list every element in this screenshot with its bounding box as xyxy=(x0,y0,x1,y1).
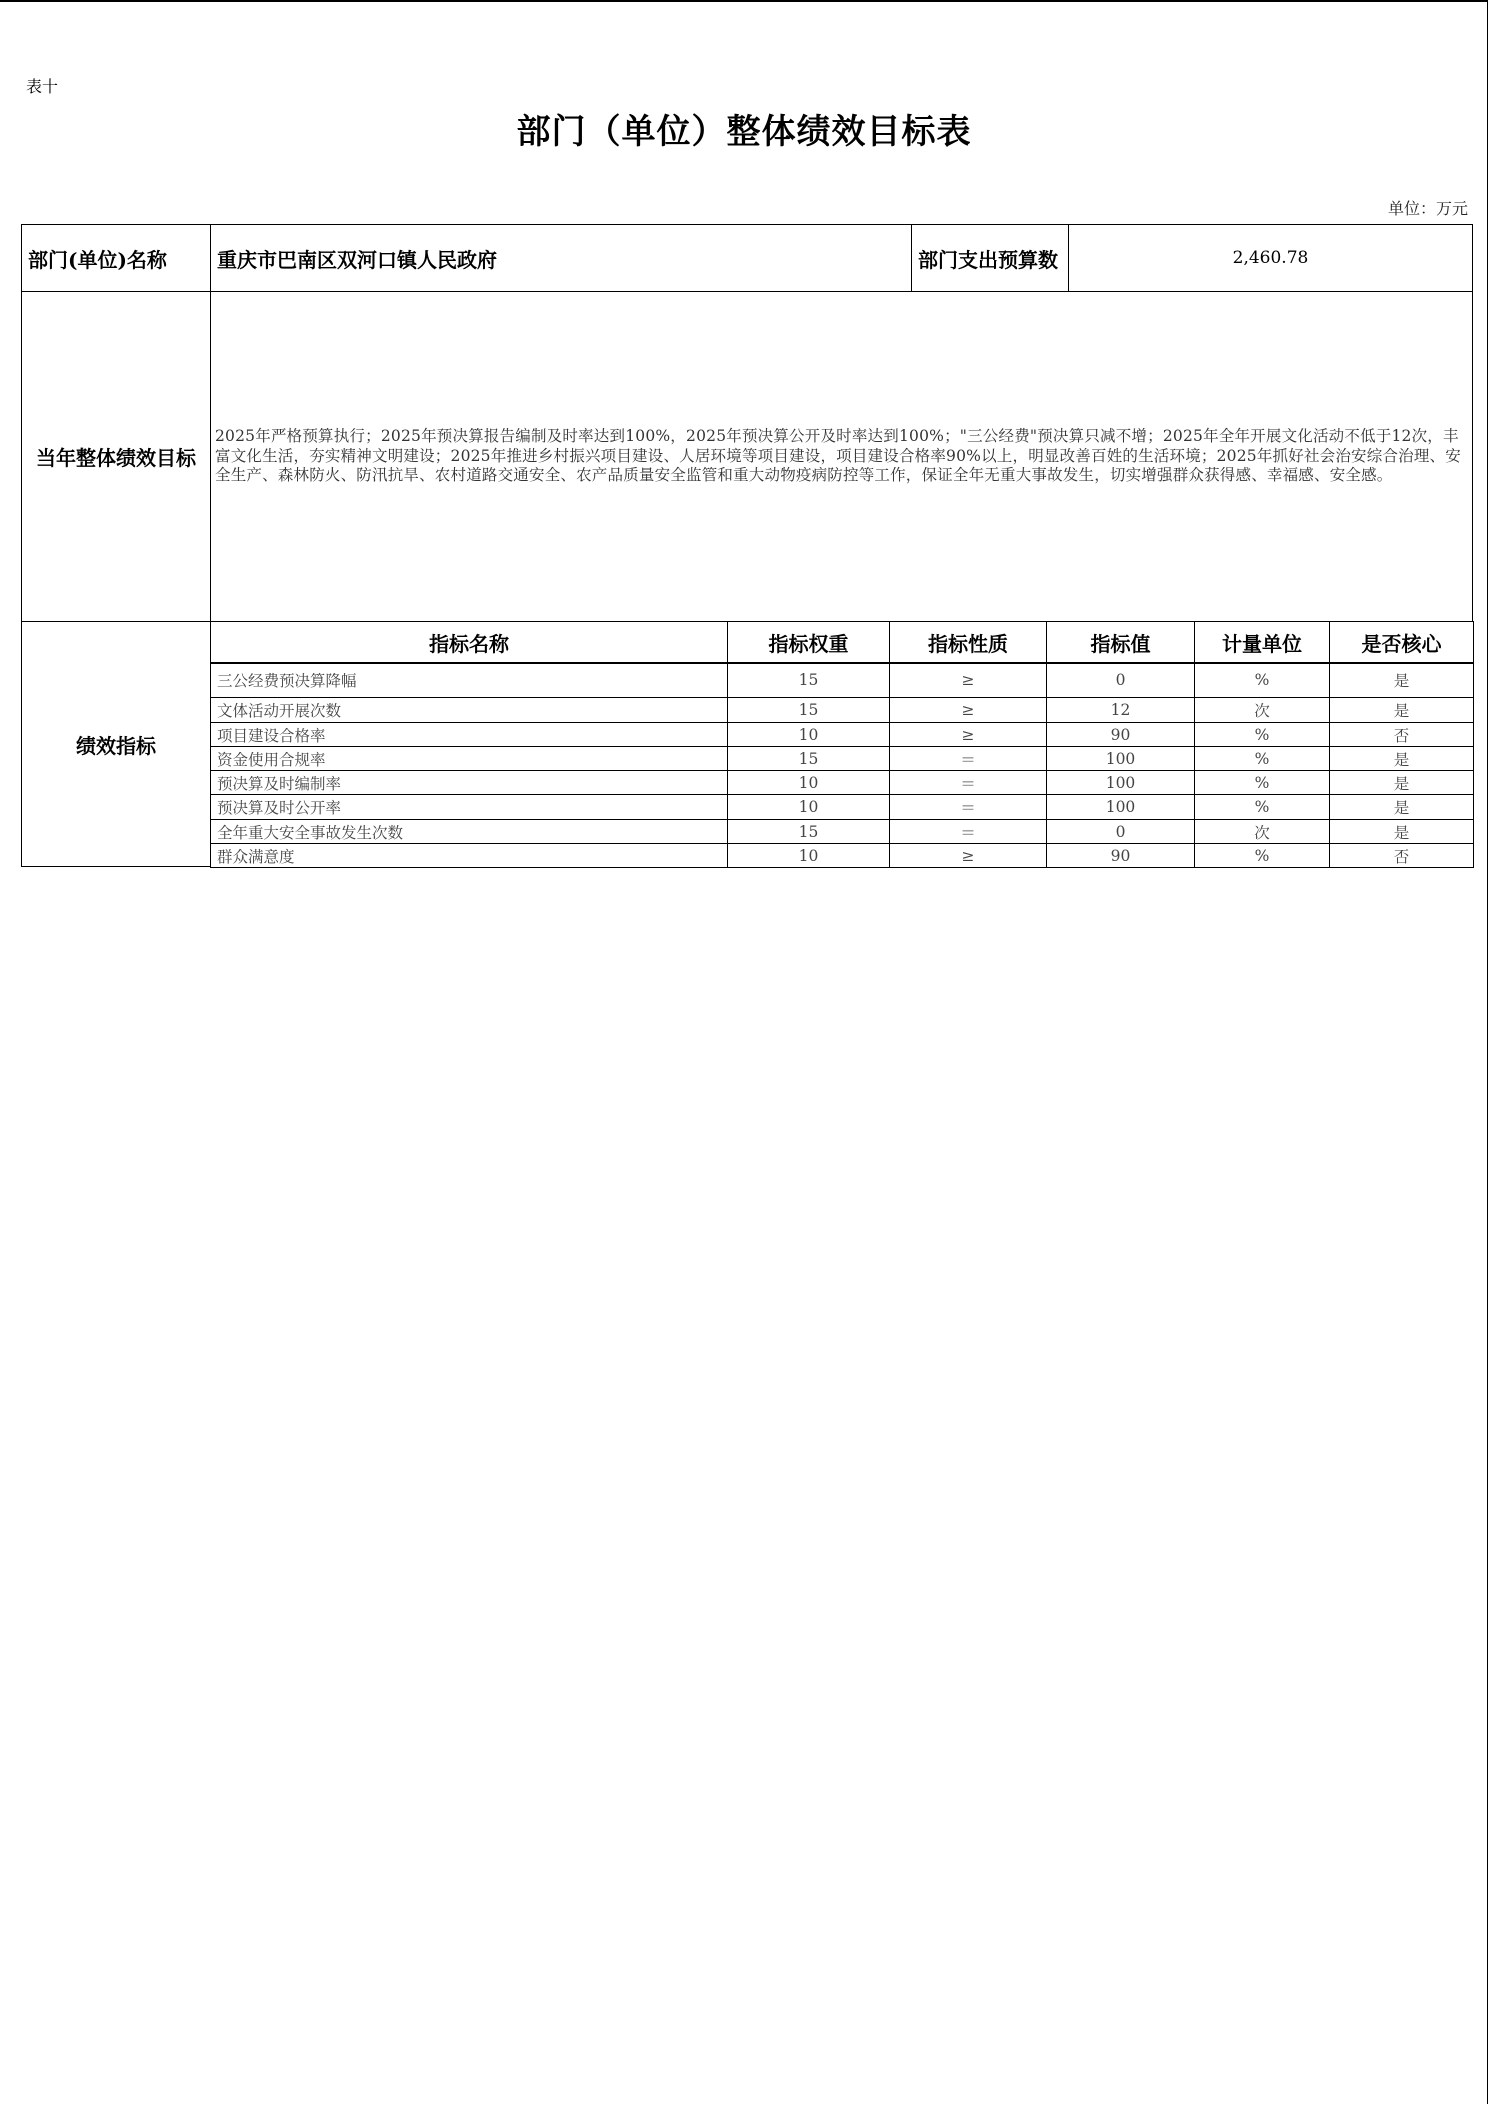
indicator-weight: 15 xyxy=(727,697,890,723)
indicator-nature: ＝ xyxy=(889,770,1047,795)
header-nature: 指标性质 xyxy=(889,621,1047,664)
indicator-core: 是 xyxy=(1329,770,1474,795)
indicator-unit: 次 xyxy=(1194,819,1330,844)
indicator-unit: % xyxy=(1194,722,1330,747)
indicator-core: 是 xyxy=(1329,794,1474,820)
indicator-core: 是 xyxy=(1329,819,1474,844)
indicator-value: 12 xyxy=(1046,697,1195,723)
indicator-value: 90 xyxy=(1046,843,1195,868)
header-value: 指标值 xyxy=(1046,621,1195,664)
indicator-name: 资金使用合规率 xyxy=(210,746,728,771)
indicator-name: 三公经费预决算降幅 xyxy=(210,662,728,698)
header-weight: 指标权重 xyxy=(727,621,890,664)
performance-table xyxy=(21,224,1473,867)
indicator-name: 群众满意度 xyxy=(210,843,728,868)
indicator-value: 90 xyxy=(1046,722,1195,747)
indicator-core: 是 xyxy=(1329,662,1474,698)
indicator-unit: % xyxy=(1194,843,1330,868)
table-number: 表十 xyxy=(26,77,59,96)
indicator-nature: ＝ xyxy=(889,819,1047,844)
indicator-core: 否 xyxy=(1329,843,1474,868)
indicator-weight: 10 xyxy=(727,843,890,868)
header-unit: 计量单位 xyxy=(1194,621,1330,664)
indicator-value: 100 xyxy=(1046,794,1195,820)
indicator-name: 项目建设合格率 xyxy=(210,722,728,747)
indicator-nature: ≥ xyxy=(889,662,1047,698)
indicator-weight: 15 xyxy=(727,819,890,844)
budget-label: 部门支出预算数 xyxy=(911,224,1069,292)
unit-note: 单位：万元 xyxy=(1387,199,1468,218)
annual-goal-text: 2025年严格预算执行；2025年预决算报告编制及时率达到100%，2025年预决算公开及时率达到100%；"三公经费"预决算只减不增；2025年全年开展文化活动不低于12次，丰富文化生活，夯实精神文明建设；2025年推进乡村振兴项目建设、人居环境等项目建设，项目建设合格率90%以上，明显改善百姓的生活环境；2025年抓好社会治安综合治理、安全生产、森林防火、防汛抗旱、农村道路交通安全、农产品质量安全监管和重大动物疫病防控等工作，保证全年无重大事故发生，切实增强群众获得感、幸福感、安全感。 xyxy=(210,291,1473,622)
indicator-weight: 10 xyxy=(727,770,890,795)
indicator-name: 预决算及时公开率 xyxy=(210,794,728,820)
dept-name-value: 重庆市巴南区双河口镇人民政府 xyxy=(210,224,912,292)
indicator-name: 预决算及时编制率 xyxy=(210,770,728,795)
indicator-core: 否 xyxy=(1329,722,1474,747)
indicator-core: 是 xyxy=(1329,697,1474,723)
annual-goal-label: 当年整体绩效目标 xyxy=(21,291,211,622)
indicator-unit: % xyxy=(1194,746,1330,771)
indicator-value: 100 xyxy=(1046,770,1195,795)
indicator-unit: % xyxy=(1194,662,1330,698)
budget-value: 2,460.78 xyxy=(1068,224,1473,292)
indicator-unit: 次 xyxy=(1194,697,1330,723)
indicator-name: 文体活动开展次数 xyxy=(210,697,728,723)
indicator-nature: ≥ xyxy=(889,843,1047,868)
indicator-unit: % xyxy=(1194,794,1330,820)
indicators-label: 绩效指标 xyxy=(21,621,211,867)
indicator-name: 全年重大安全事故发生次数 xyxy=(210,819,728,844)
indicator-nature: ≥ xyxy=(889,722,1047,747)
indicator-weight: 15 xyxy=(727,662,890,698)
indicator-weight: 15 xyxy=(727,746,890,771)
dept-name-label: 部门(单位)名称 xyxy=(21,224,211,292)
top-border-line xyxy=(0,0,1488,2)
page-title: 部门（单位）整体绩效目标表 xyxy=(516,112,972,152)
indicator-core: 是 xyxy=(1329,746,1474,771)
indicator-nature: ≥ xyxy=(889,697,1047,723)
indicator-value: 0 xyxy=(1046,662,1195,698)
indicator-nature: ＝ xyxy=(889,794,1047,820)
indicator-weight: 10 xyxy=(727,794,890,820)
indicator-value: 0 xyxy=(1046,819,1195,844)
header-core: 是否核心 xyxy=(1329,621,1474,664)
header-indicator-name: 指标名称 xyxy=(210,621,728,664)
indicator-nature: ＝ xyxy=(889,746,1047,771)
indicator-weight: 10 xyxy=(727,722,890,747)
indicator-value: 100 xyxy=(1046,746,1195,771)
indicator-unit: % xyxy=(1194,770,1330,795)
